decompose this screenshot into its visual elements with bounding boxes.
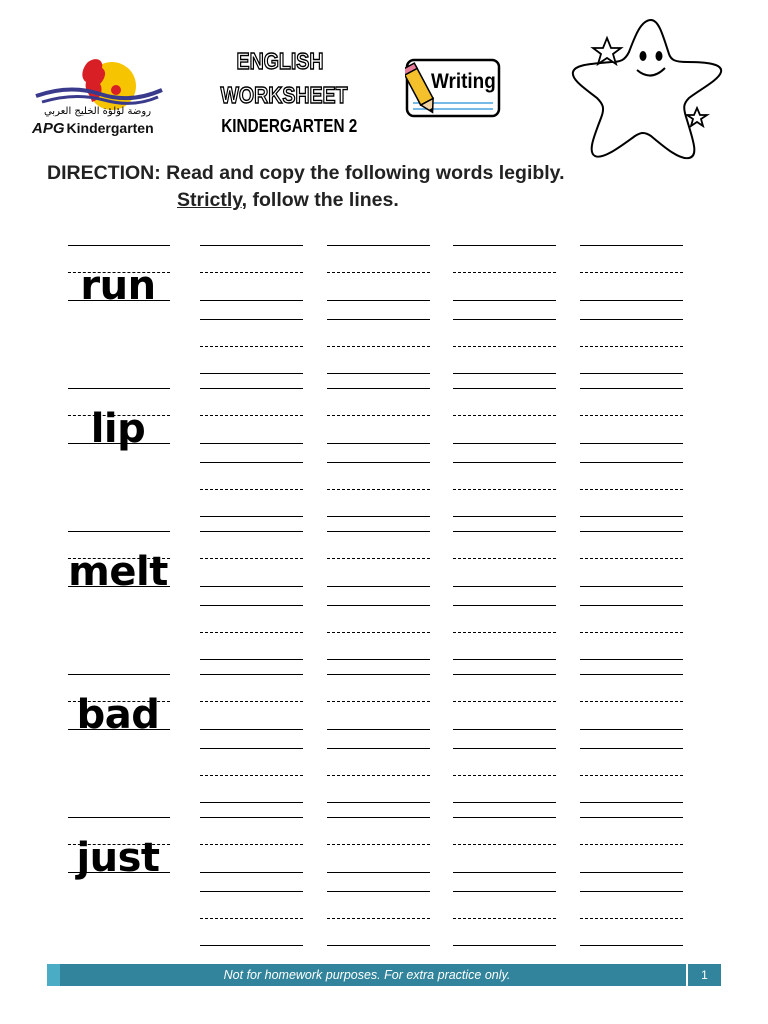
word-guide-top <box>68 388 170 389</box>
model-word: bad <box>76 692 160 738</box>
copy-line <box>200 300 303 301</box>
copy-line <box>580 319 683 320</box>
copy-line <box>327 891 430 892</box>
copy-line <box>327 701 430 702</box>
title-english: ENGLISH <box>236 48 324 74</box>
copy-line <box>327 729 430 730</box>
copy-line <box>453 605 556 606</box>
copy-line <box>200 605 303 606</box>
logo-kindergarten: Kindergarten <box>66 120 154 136</box>
copy-line <box>327 817 430 818</box>
copy-line <box>580 945 683 946</box>
copy-line <box>453 872 556 873</box>
copy-line <box>200 701 303 702</box>
copy-line <box>453 918 556 919</box>
copy-line <box>200 674 303 675</box>
copy-line <box>327 674 430 675</box>
copy-line <box>200 489 303 490</box>
copy-line <box>580 659 683 660</box>
copy-line <box>200 632 303 633</box>
copy-line <box>453 462 556 463</box>
copy-line <box>327 489 430 490</box>
copy-line <box>580 300 683 301</box>
copy-line <box>453 245 556 246</box>
logo-arabic-name: روضة لؤلؤة الخليج العربي <box>43 106 152 117</box>
school-logo <box>30 50 165 145</box>
copy-line <box>200 891 303 892</box>
copy-line <box>200 918 303 919</box>
copy-line <box>580 531 683 532</box>
copy-line <box>453 300 556 301</box>
copy-line <box>580 462 683 463</box>
copy-line <box>327 632 430 633</box>
direction-rest: , follow the lines. <box>241 189 399 211</box>
copy-line <box>580 443 683 444</box>
copy-line <box>580 918 683 919</box>
title-worksheet: WORKSHEET <box>220 82 348 108</box>
copy-line <box>580 388 683 389</box>
copy-line <box>580 891 683 892</box>
copy-line <box>200 586 303 587</box>
copy-line <box>453 844 556 845</box>
copy-line <box>453 443 556 444</box>
star-mascot <box>567 16 727 164</box>
copy-line <box>327 844 430 845</box>
copy-line <box>453 586 556 587</box>
copy-line <box>327 245 430 246</box>
footer-text: Not for homework purposes. For extra practice only. <box>223 968 511 982</box>
copy-line <box>327 748 430 749</box>
copy-line <box>200 462 303 463</box>
copy-line <box>327 775 430 776</box>
copy-line <box>327 300 430 301</box>
copy-line <box>200 388 303 389</box>
copy-line <box>580 516 683 517</box>
copy-line <box>453 775 556 776</box>
copy-line <box>580 802 683 803</box>
copy-line <box>200 346 303 347</box>
copy-line <box>200 872 303 873</box>
model-word: lip <box>90 406 146 452</box>
model-word: melt <box>68 549 168 595</box>
copy-line <box>580 775 683 776</box>
copy-line <box>580 489 683 490</box>
copy-line <box>580 558 683 559</box>
copy-line <box>580 701 683 702</box>
copy-line <box>580 872 683 873</box>
logo-apg: APG <box>32 120 65 137</box>
direction-text: DIRECTION: Read and copy the following words legibly. <box>47 162 565 184</box>
copy-line <box>580 586 683 587</box>
copy-line <box>453 802 556 803</box>
copy-line <box>200 272 303 273</box>
copy-line <box>200 748 303 749</box>
word-guide-top <box>68 245 170 246</box>
word-guide-top <box>68 531 170 532</box>
copy-line <box>453 891 556 892</box>
copy-line <box>327 586 430 587</box>
copy-line <box>327 415 430 416</box>
copy-line <box>200 659 303 660</box>
copy-line <box>327 531 430 532</box>
copy-line <box>580 674 683 675</box>
copy-line <box>327 802 430 803</box>
copy-line <box>327 872 430 873</box>
model-word: run <box>80 263 156 309</box>
copy-line <box>453 319 556 320</box>
strictly-word: Strictly <box>177 189 242 211</box>
copy-line <box>200 415 303 416</box>
copy-line <box>453 701 556 702</box>
copy-line <box>200 844 303 845</box>
copy-line <box>327 272 430 273</box>
logo-school-name <box>32 120 167 137</box>
copy-line <box>200 945 303 946</box>
copy-line <box>453 748 556 749</box>
logo-emblem-icon <box>30 50 165 110</box>
copy-line <box>453 388 556 389</box>
copy-line <box>580 272 683 273</box>
copy-line <box>580 817 683 818</box>
copy-line <box>327 443 430 444</box>
copy-line <box>580 844 683 845</box>
word-guide-top <box>68 817 170 818</box>
page-number: 1 <box>686 964 721 986</box>
writing-icon <box>405 58 501 118</box>
copy-line <box>327 388 430 389</box>
copy-line <box>580 245 683 246</box>
direction-text-line2 <box>177 189 399 212</box>
writing-label: Writing <box>431 70 496 93</box>
copy-line <box>453 632 556 633</box>
footer-bar <box>47 964 721 986</box>
word-guide-top <box>68 674 170 675</box>
copy-line <box>327 659 430 660</box>
copy-line <box>580 632 683 633</box>
copy-line <box>200 558 303 559</box>
copy-line <box>453 729 556 730</box>
copy-line <box>200 531 303 532</box>
copy-line <box>580 373 683 374</box>
copy-line <box>200 802 303 803</box>
model-word: just <box>76 835 160 881</box>
copy-line <box>327 373 430 374</box>
copy-line <box>327 346 430 347</box>
copy-line <box>200 729 303 730</box>
copy-line <box>200 443 303 444</box>
copy-line <box>453 272 556 273</box>
copy-line <box>453 674 556 675</box>
copy-line <box>453 346 556 347</box>
copy-line <box>200 373 303 374</box>
copy-line <box>580 346 683 347</box>
copy-line <box>327 918 430 919</box>
copy-line <box>453 659 556 660</box>
copy-line <box>327 462 430 463</box>
copy-line <box>327 319 430 320</box>
copy-line <box>327 605 430 606</box>
title-grade: KINDERGARTEN 2 <box>221 116 358 136</box>
copy-line <box>453 516 556 517</box>
copy-line <box>453 415 556 416</box>
copy-line <box>200 775 303 776</box>
copy-line <box>453 817 556 818</box>
copy-line <box>580 729 683 730</box>
copy-line <box>453 489 556 490</box>
smiling-star-icon <box>567 16 727 164</box>
copy-line <box>200 245 303 246</box>
copy-line <box>453 945 556 946</box>
copy-line <box>200 817 303 818</box>
copy-line <box>580 605 683 606</box>
copy-line <box>580 748 683 749</box>
copy-line <box>200 319 303 320</box>
copy-line <box>453 558 556 559</box>
copy-line <box>200 516 303 517</box>
copy-line <box>453 373 556 374</box>
copy-line <box>580 415 683 416</box>
copy-line <box>327 558 430 559</box>
copy-line <box>327 516 430 517</box>
copy-line <box>453 531 556 532</box>
copy-line <box>327 945 430 946</box>
